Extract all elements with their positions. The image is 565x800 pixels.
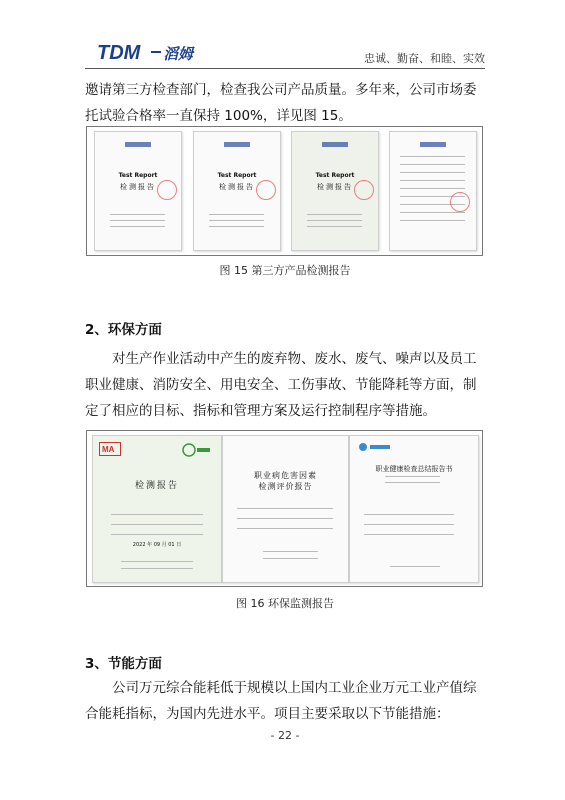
- cnas-logo-icon: [181, 442, 211, 458]
- red-stamp-icon: [157, 180, 177, 200]
- occupational-hazard-subtitle: 检测评价报告: [258, 482, 313, 491]
- red-stamp-icon: [256, 180, 276, 200]
- red-stamp-icon: [354, 180, 374, 200]
- company-slogan: 忠诚、勤奋、和睦、实效: [364, 52, 485, 65]
- report-title-en: Test Report: [118, 172, 158, 179]
- header-divider: [85, 68, 485, 69]
- svg-text:MA: MA: [102, 445, 115, 454]
- report-logo-icon: [322, 142, 348, 147]
- report-logo-icon: [125, 142, 151, 147]
- test-report-page-1: [94, 131, 182, 251]
- section-3-paragraph: 公司万元综合能耗低于规模以上国内工业企业万元工业产值综合能耗指标，为国内先进水平。项目主要采取以下节能措施：: [85, 680, 477, 722]
- occupational-hazard-title: 职业病危害因素: [254, 471, 317, 480]
- page-header: [85, 36, 485, 68]
- figure-16-caption: 图 16 环保监测报告: [236, 597, 334, 610]
- test-report-page-4: [389, 131, 477, 251]
- test-report-page-2: [193, 131, 281, 251]
- report-title-cn: 检测报告: [120, 183, 156, 191]
- env-report-title: 检测报告: [134, 481, 179, 491]
- cma-logo-icon: [99, 442, 121, 456]
- section-3-heading: 3、节能方面: [85, 656, 162, 672]
- env-report-date: 2022 年 09 月 01 日: [132, 542, 182, 548]
- env-report-page-2: [222, 435, 349, 583]
- figure-16-env-reports: [86, 430, 483, 587]
- health-check-report-title: 职业健康检查总结报告书: [375, 465, 453, 473]
- page-number: - 22 -: [270, 729, 300, 742]
- report-title-en: Test Report: [315, 172, 355, 179]
- report-title-cn: 检测报告: [219, 183, 255, 191]
- svg-text:滔姆: 滔姆: [163, 45, 194, 63]
- report-title-en: Test Report: [217, 172, 257, 179]
- figure-15-caption: 图 15 第三方产品检测报告: [219, 264, 351, 277]
- figure-15-test-reports: [86, 126, 483, 256]
- intro-paragraph: 邀请第三方检查部门，检查我公司产品质量。多年来，公司市场委托试验合格率一直保持 100%，详见图 15。: [85, 82, 477, 124]
- red-stamp-icon: [450, 192, 470, 212]
- section-2-heading: 2、环保方面: [85, 322, 162, 338]
- company-logo: [95, 38, 215, 66]
- section-2-paragraph: 对生产作业活动中产生的废弃物、废水、废气、噪声以及员工职业健康、消防安全、用电安全、工伤事故、节能降耗等方面，制定了相应的目标、指标和管理方案及运行控制程序等措施。: [85, 351, 477, 419]
- report-title-cn: 检测报告: [317, 183, 353, 191]
- test-report-page-3: [291, 131, 379, 251]
- report-logo-icon: [420, 142, 446, 147]
- svg-text:TDM: TDM: [97, 42, 141, 64]
- clinic-logo-icon: [358, 442, 392, 452]
- env-report-page-3: [349, 435, 479, 583]
- report-logo-icon: [224, 142, 250, 147]
- env-report-page-1: [92, 435, 222, 583]
